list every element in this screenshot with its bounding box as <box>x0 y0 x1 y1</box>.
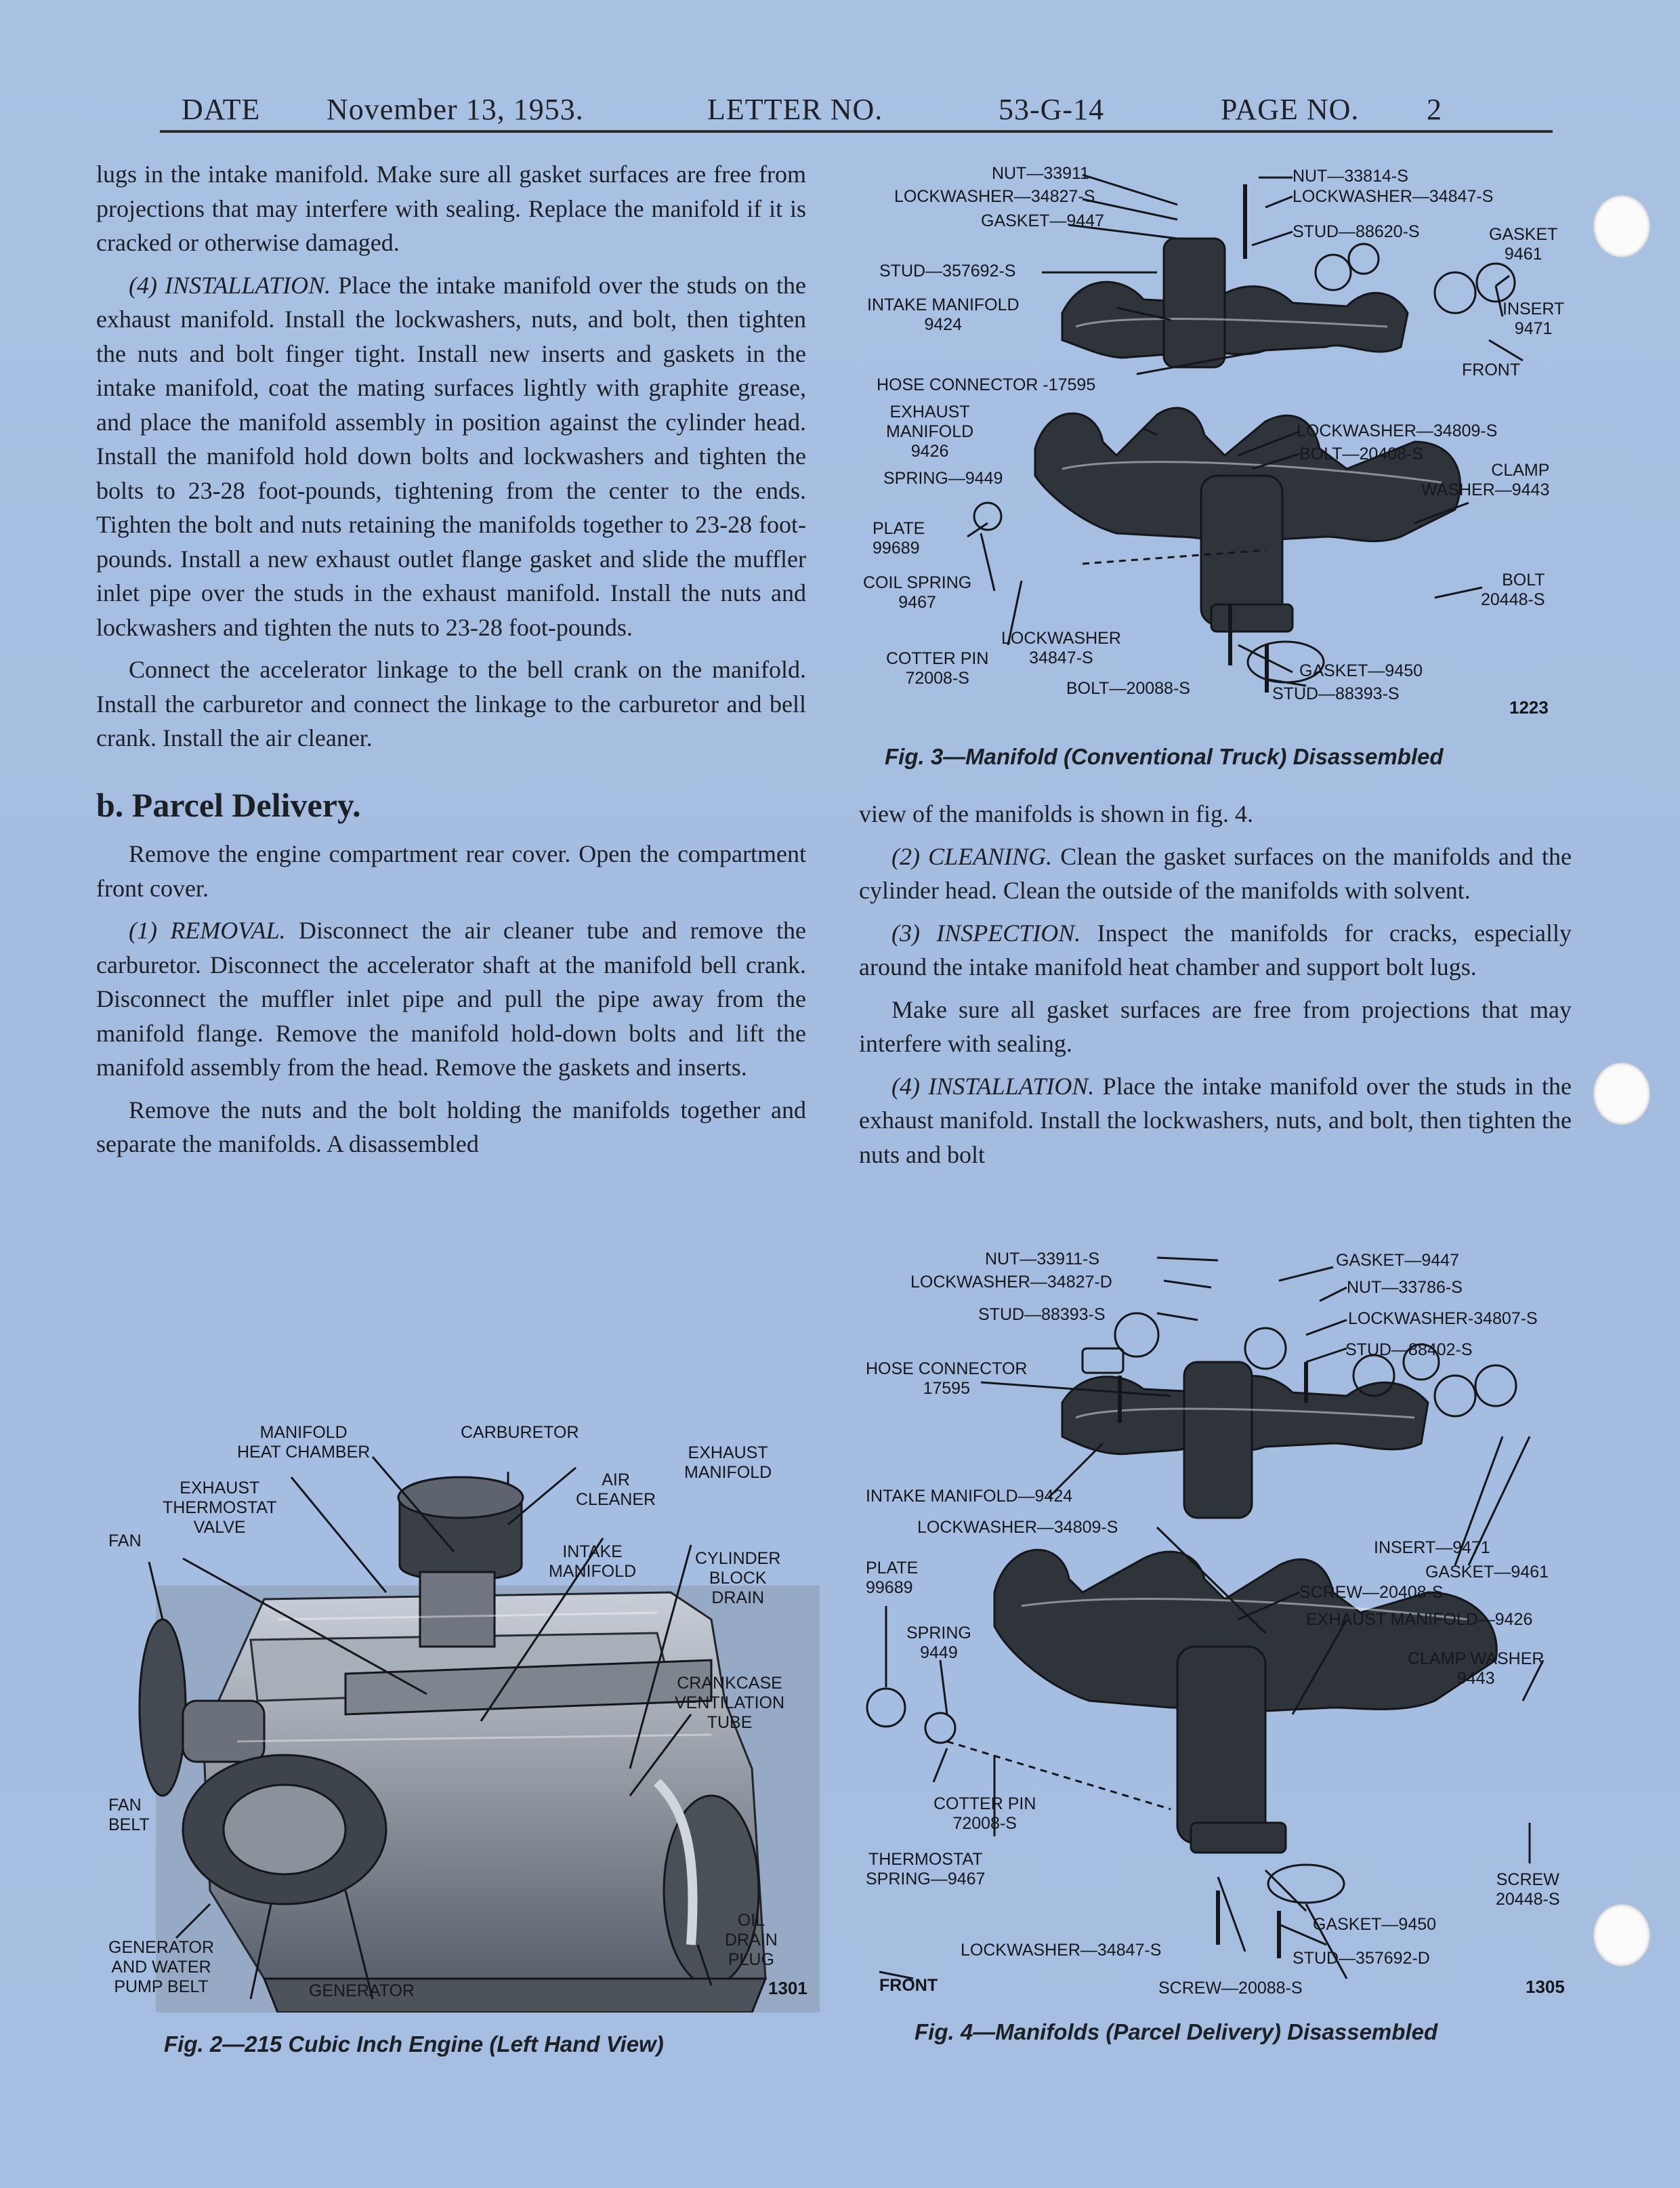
label-hose-connector: HOSE CONNECTOR 17595 <box>866 1359 1028 1398</box>
right-column <box>859 797 1572 1180</box>
punch-hole <box>1593 195 1650 257</box>
label-cylinder-block-drain: CYLINDER BLOCK DRAIN <box>695 1549 781 1607</box>
paragraph-heading: (4) INSTALLATION. <box>891 1072 1095 1100</box>
label-cotter-pin: COTTER PIN 72008-S <box>933 1794 1036 1833</box>
label-gasket-9447: GASKET—9447 <box>1336 1251 1460 1270</box>
label-generator: GENERATOR <box>309 1981 415 2000</box>
label-stud-88393s: STUD—88393-S <box>1272 684 1400 703</box>
label-gasket-9447: GASKET—9447 <box>981 211 1105 230</box>
page-value: 2 <box>1427 93 1442 126</box>
label-insert-9471: INSERT 9471 <box>1503 300 1565 338</box>
paragraph: view of the manifolds is shown in fig. 4. <box>859 800 1253 827</box>
label-nut-33786s: NUT—33786-S <box>1347 1278 1463 1297</box>
label-fan-belt: FAN BELT <box>108 1796 150 1834</box>
paragraph: Remove the engine compartment rear cover. Open the compartment front cover. <box>96 840 806 902</box>
label-oil-drain-plug: OIL DRAIN PLUG <box>725 1911 778 1969</box>
label-screw-20448s: SCREW 20448-S <box>1496 1870 1560 1909</box>
label-gasket-9450: GASKET—9450 <box>1299 661 1423 680</box>
paragraph: Connect the accelerator linkage to the bell crank on the manifold. Install the carburetor and connect the linkage to the carburetor and bell crank. Install the air cleaner. <box>96 656 806 751</box>
label-bolt-20448s: BOLT 20448-S <box>1481 571 1545 609</box>
letter-header <box>160 87 1553 133</box>
paragraph: Make sure all gasket surfaces are free from projections that may interfere with sealing. <box>859 995 1572 1057</box>
label-gasket-9461: GASKET 9461 <box>1489 225 1558 264</box>
letter-value: 53-G-14 <box>999 93 1105 126</box>
figure-number: 1301 <box>768 1978 807 1998</box>
label-crankcase-ventilation-tube: CRANKCASE VENTILATION TUBE <box>675 1674 785 1732</box>
label-screw-20088s: SCREW—20088-S <box>1158 1979 1303 1998</box>
label-lockwasher-34847s: LOCKWASHER—34847-S <box>961 1941 1162 1960</box>
label-generator-water-pump-belt: GENERATOR AND WATER PUMP BELT <box>108 1938 215 1996</box>
label-stud-88620s: STUD—88620-S <box>1293 222 1420 241</box>
date-label: DATE <box>182 93 261 126</box>
figure-3 <box>859 157 1577 726</box>
label-exhaust-manifold: EXHAUST MANIFOLD 9426 <box>886 402 974 461</box>
label-front: FRONT <box>1462 360 1521 379</box>
label-clamp-washer-9443: CLAMP WASHER 9443 <box>1408 1649 1545 1688</box>
label-air-cleaner: AIR CLEANER <box>576 1470 656 1509</box>
section-heading: b. Parcel Delivery. <box>96 785 361 824</box>
figure-4 <box>859 1240 1577 2019</box>
label-plate-99689: PLATE 99689 <box>873 519 925 558</box>
label-cotter-pin: COTTER PIN 72008-S <box>886 649 989 688</box>
punch-hole <box>1593 1062 1650 1125</box>
label-intake-manifold: INTAKE MANIFOLD—9424 <box>866 1487 1073 1506</box>
label-bolt-20088s: BOLT—20088-S <box>1066 679 1190 698</box>
label-bolt-20408s: BOLT—20408-S <box>1299 445 1423 463</box>
paragraph-heading: (2) CLEANING. <box>891 842 1053 870</box>
label-nut-33911: NUT—33911 <box>991 164 1089 183</box>
label-lockwasher-34809s: LOCKWASHER—34809-S <box>917 1518 1118 1537</box>
left-column <box>96 157 806 1170</box>
label-manifold-heat-chamber: MANIFOLD HEAT CHAMBER <box>237 1423 371 1462</box>
label-lockwasher-34827s: LOCKWASHER—34827-S <box>894 187 1095 206</box>
label-coil-spring-9467: COIL SPRING 9467 <box>863 573 972 612</box>
label-nut-33911s: NUT—33911-S <box>985 1250 1100 1268</box>
label-spring-9449: SPRING 9449 <box>906 1624 971 1662</box>
label-plate-99689: PLATE 99689 <box>866 1559 919 1597</box>
label-lockwasher-34827d: LOCKWASHER—34827-D <box>910 1273 1112 1292</box>
label-lockwasher-34847s-top: LOCKWASHER—34847-S <box>1293 187 1494 206</box>
label-exhaust-manifold: EXHAUST MANIFOLD <box>684 1443 772 1482</box>
label-lockwasher-34809s: LOCKWASHER—34809-S <box>1297 421 1498 440</box>
label-stud-357692d: STUD—357692-D <box>1293 1949 1430 1968</box>
paragraph: (4) INSTALLATION. Place the intake manifold over the studs on the exhaust manifold. Install the lockwashers, nuts, and bolt, then tighten the nuts and bolt finger tight. Install new inserts and gaskets in the intake manifold, coat the mating surfaces lightly with graphite grease, and place the manifold assembly in position against the cylinder head. Install the manifold hold down bolts and lockwashers and tighten the bolts to 23-28 foot-pounds, tightening from the center to the ends. Tighten the bolt and nuts retaining the manifolds together to 23-28 foot-pounds. Install a new exhaust outlet flange gasket and slide the muffler inlet pipe over the studs in the exhaust manifold. Install the nuts and lockwashers and tighten the nuts to 23-28 foot-pounds. <box>96 271 807 641</box>
label-lockwasher-34807s: LOCKWASHER-34807-S <box>1348 1309 1538 1328</box>
figure-number: 1305 <box>1526 1977 1565 1997</box>
date-value: November 13, 1953. <box>327 93 584 126</box>
punch-hole <box>1593 1904 1650 1966</box>
paragraph-heading: (4) INSTALLATION. <box>129 271 331 299</box>
label-exhaust-manifold: EXHAUST MANIFOLD—9426 <box>1306 1610 1533 1629</box>
paragraph: (3) INSPECTION. Inspect the manifolds for cracks, especially around the intake manifold heat chamber and support bolt lugs. <box>859 919 1572 981</box>
label-intake-manifold: INTAKE MANIFOLD 9424 <box>867 295 1020 334</box>
label-lockwasher-34847s: LOCKWASHER 34847-S <box>1001 629 1121 667</box>
figure-2-caption: Fig. 2—215 Cubic Inch Engine (Left Hand View) <box>164 2031 664 2057</box>
label-stud-88402s: STUD—88402-S <box>1345 1340 1473 1359</box>
label-insert-9471: INSERT—9471 <box>1374 1538 1490 1557</box>
label-screw-20408s: SCREW—20408-S <box>1299 1583 1444 1602</box>
label-nut-33814s: NUT—33814-S <box>1293 167 1408 186</box>
letter-label: LETTER NO. <box>707 93 883 126</box>
label-front: FRONT <box>879 1976 938 1995</box>
paragraph: (4) INSTALLATION. Place the intake manifold over the studs in the exhaust manifold. Install the lockwashers, nuts, and bolt, then tighten the nuts and bolt <box>859 1072 1572 1168</box>
label-stud-88393s: STUD—88393-S <box>978 1305 1106 1324</box>
figure-3-caption: Fig. 3—Manifold (Conventional Truck) Disassembled <box>885 744 1444 769</box>
label-gasket-9450: GASKET—9450 <box>1313 1915 1437 1934</box>
paragraph: (1) REMOVAL. Disconnect the air cleaner tube and remove the carburetor. Disconnect the accelerator shaft at the manifold bell crank. Disconnect the muffler inlet pipe and pull the pipe away from the manifold flange. Remove the manifold hold-down bolts and lift the manifold assembly from the head. Remove the gaskets and inserts. <box>96 917 807 1081</box>
label-fan: FAN <box>108 1531 142 1550</box>
label-intake-manifold: INTAKE MANIFOLD <box>549 1542 637 1581</box>
paragraph: lugs in the intake manifold. Make sure all gasket surfaces are free from projections that may interfere with sealing. Replace the manifold if it is cracked or otherwise damaged. <box>96 161 806 256</box>
paragraph: (2) CLEANING. Clean the gasket surfaces on the manifolds and the cylinder head. Clean the outside of the manifolds with solvent. <box>859 842 1572 904</box>
figure-4-caption: Fig. 4—Manifolds (Parcel Delivery) Disassembled <box>915 2019 1438 2044</box>
label-clamp-washer-9443: CLAMP WASHER—9443 <box>1421 461 1550 499</box>
label-gasket-9461: GASKET—9461 <box>1425 1563 1549 1582</box>
label-stud-357692s: STUD—357692-S <box>879 262 1016 281</box>
paragraph-heading: (3) INSPECTION. <box>891 919 1081 947</box>
paragraph: Remove the nuts and the bolt holding the manifolds together and separate the manifolds. A disassembled <box>96 1096 806 1157</box>
label-thermostat-spring: THERMOSTAT SPRING—9467 <box>866 1850 986 1888</box>
label-exhaust-thermostat-valve: EXHAUST THERMOSTAT VALVE <box>163 1479 277 1537</box>
figure-number: 1223 <box>1509 697 1549 718</box>
paragraph-heading: (1) REMOVAL. <box>129 917 286 944</box>
label-hose-connector: HOSE CONNECTOR -17595 <box>877 375 1096 394</box>
figure-2 <box>102 1416 820 2012</box>
label-carburetor: CARBURETOR <box>461 1423 579 1442</box>
page-label: PAGE NO. <box>1221 93 1360 126</box>
label-spring-9449: SPRING—9449 <box>883 469 1003 488</box>
